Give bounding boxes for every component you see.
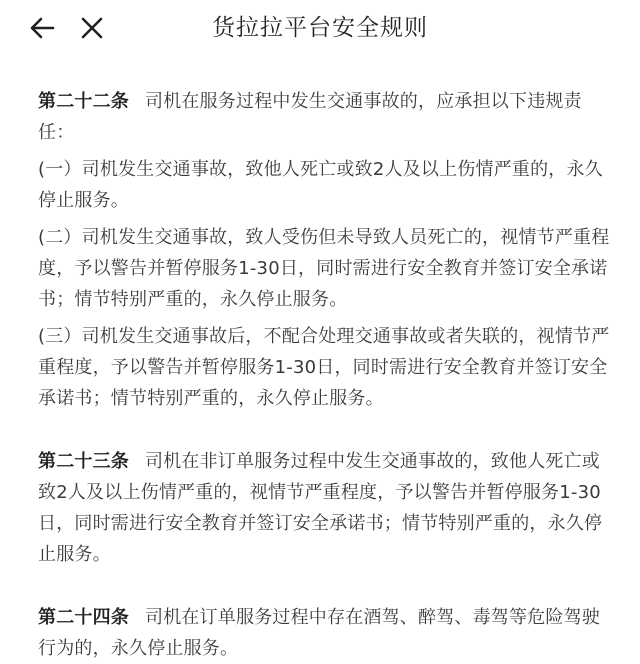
article-clause: (一）司机发生交通事故，致他人死亡或致2人及以上伤情严重的，永久停止服务。: [38, 159, 603, 211]
article-clause: (二）司机发生交通事故，致人受伤但未导致人员死亡的，视情节严重程度，予以警告并暂停服务1-30日，同时需进行安全教育并签订安全承诺书；情节特别严重的，永久停止服务。: [38, 227, 610, 310]
article-paragraph: [38, 86, 616, 148]
back-button[interactable]: [24, 10, 60, 46]
article-24: [38, 602, 616, 664]
article-text: 司机在服务过程中发生交通事故的，应承担以下违规责任：: [38, 91, 582, 143]
article-number: 第二十四条: [38, 607, 129, 628]
top-navigation-bar: [0, 0, 640, 56]
close-button[interactable]: [74, 10, 110, 46]
article-text: 司机在订单服务过程中存在酒驾、醉驾、毒驾等危险驾驶行为的，永久停止服务。: [38, 607, 600, 659]
rules-content: [0, 56, 640, 664]
article-paragraph: [38, 602, 616, 664]
article-paragraph: [38, 446, 616, 570]
article-text: 司机在非订单服务过程中发生交通事故的，致他人死亡或致2人及以上伤情严重的，视情节严重程度，予以警告并暂停服务1-30日，同时需进行安全教育并签订安全承诺书；情节特别严重的，永久停止服务。: [38, 451, 603, 565]
article-number: 第二十二条: [38, 91, 129, 112]
article-23: [38, 446, 616, 570]
close-icon: [81, 17, 103, 39]
article-number: 第二十三条: [38, 451, 129, 472]
arrow-left-icon: [29, 16, 55, 40]
page-title: 货拉拉平台安全规则: [212, 15, 428, 41]
article-22: [38, 86, 616, 414]
article-clause: (三）司机发生交通事故后，不配合处理交通事故或者失联的，视情节严重程度，予以警告并暂停服务1-30日，同时需进行安全教育并签订安全承诺书；情节特别严重的，永久停止服务。: [38, 326, 610, 409]
